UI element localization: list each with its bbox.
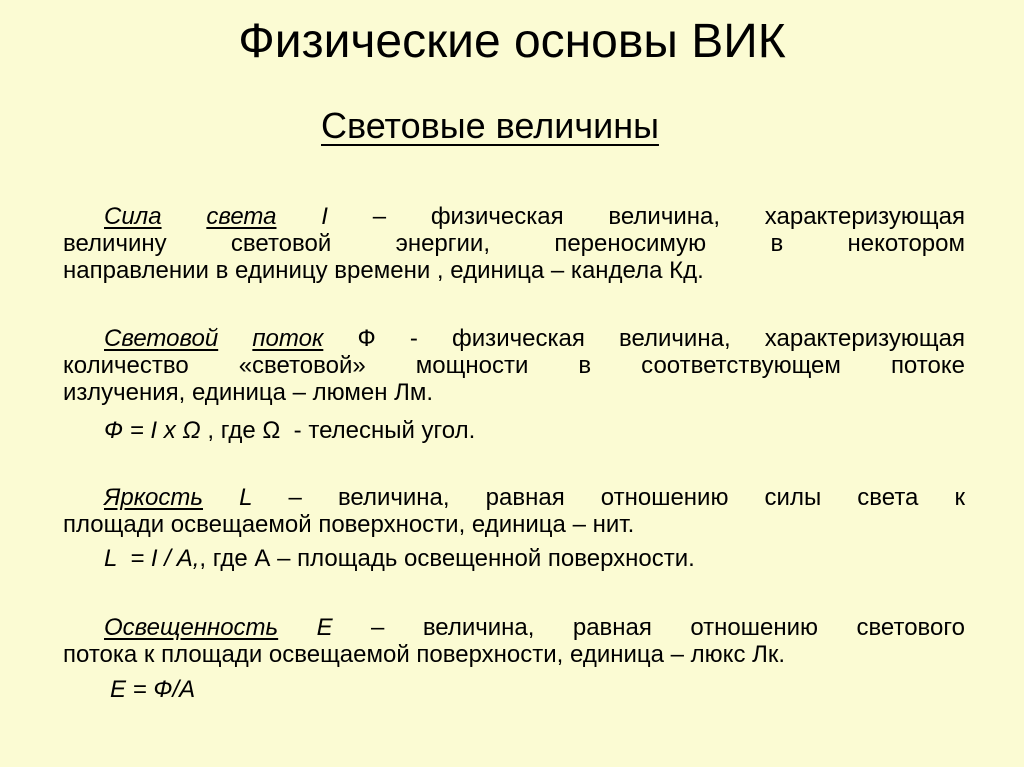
section-illuminance: [63, 614, 965, 668]
term: Сила: [104, 203, 162, 230]
text-line: [63, 230, 965, 257]
text-fragment: L = I / A,: [104, 545, 200, 572]
text-fragment: переносимую: [554, 230, 707, 257]
slide-subtitle: Световые величины: [321, 105, 659, 146]
formula-luminous-flux: [63, 417, 965, 444]
text-fragment: Ф: [357, 325, 376, 352]
text-fragment: световой: [230, 230, 332, 257]
text-fragment: величину: [63, 230, 167, 257]
text-fragment: физическая: [452, 325, 585, 352]
text-fragment: в: [578, 352, 592, 379]
text-fragment: площади освещаемой поверхности, единица – нит.: [63, 511, 635, 538]
text-fragment: Е: [316, 614, 333, 641]
text-fragment: , где А – площадь освещенной поверхности.: [199, 545, 695, 572]
text-fragment: в: [770, 230, 784, 257]
text-fragment: характеризующая: [764, 325, 965, 352]
text-fragment: отношению: [600, 484, 729, 511]
text-line: [63, 545, 965, 572]
text-line: [63, 379, 965, 406]
section-luminous-intensity: [63, 203, 965, 284]
text-fragment: –: [288, 484, 302, 511]
text-fragment: некотором: [847, 230, 965, 257]
text-fragment: Ф = I x Ω: [104, 417, 201, 444]
text-fragment: L: [239, 484, 253, 511]
text-fragment: потоке: [890, 352, 965, 379]
text-fragment: потока к площади освещаемой поверхности, единица – люкс Лк.: [63, 641, 786, 668]
term: света: [206, 203, 277, 230]
text-fragment: соответствующем: [641, 352, 841, 379]
text-fragment: излучения, единица – люмен Лм.: [63, 379, 434, 406]
text-fragment: мощности: [415, 352, 529, 379]
term: Освещенность: [104, 614, 279, 641]
text-fragment: характеризующая: [764, 203, 965, 230]
formula-illuminance: [63, 676, 965, 703]
text-fragment: энергии,: [395, 230, 491, 257]
text-fragment: –: [371, 614, 385, 641]
text-fragment: равная: [485, 484, 565, 511]
text-line: [63, 676, 965, 703]
text-fragment: Е = Ф/А: [110, 676, 196, 703]
text-fragment: количество: [63, 352, 189, 379]
term: Яркость: [104, 484, 203, 511]
text-fragment: величина,: [422, 614, 535, 641]
text-fragment: –: [372, 203, 387, 230]
text-fragment: «световой»: [238, 352, 366, 379]
section-luminance: [63, 484, 965, 538]
text-line: [63, 325, 965, 352]
text-fragment: величина,: [337, 484, 450, 511]
text-fragment: , где Ω - телесный угол.: [200, 417, 476, 444]
formula-luminance: [63, 545, 965, 572]
text-fragment: -: [409, 325, 418, 352]
text-line: [63, 614, 965, 641]
text-fragment: величина,: [608, 203, 720, 230]
text-line: [63, 641, 965, 668]
term: Световой: [104, 325, 219, 352]
slide-title: Физические основы ВИК: [238, 15, 786, 68]
section-luminous-flux: [63, 325, 965, 406]
text-line: [63, 203, 965, 230]
text-fragment: света: [857, 484, 919, 511]
text-line: [63, 352, 965, 379]
text-fragment: силы: [764, 484, 822, 511]
text-fragment: к: [954, 484, 965, 511]
text-line: [63, 511, 965, 538]
text-fragment: светового: [856, 614, 965, 641]
text-fragment: равная: [572, 614, 652, 641]
text-fragment: величина,: [618, 325, 731, 352]
text-line: [63, 417, 965, 444]
text-fragment: I: [321, 203, 328, 230]
term: поток: [252, 325, 324, 352]
text-fragment: направлении в единицу времени , единица – кандела Кд.: [63, 257, 704, 284]
text-line: [63, 257, 965, 284]
text-fragment: физическая: [430, 203, 564, 230]
text-fragment: отношению: [690, 614, 819, 641]
text-line: [63, 484, 965, 511]
